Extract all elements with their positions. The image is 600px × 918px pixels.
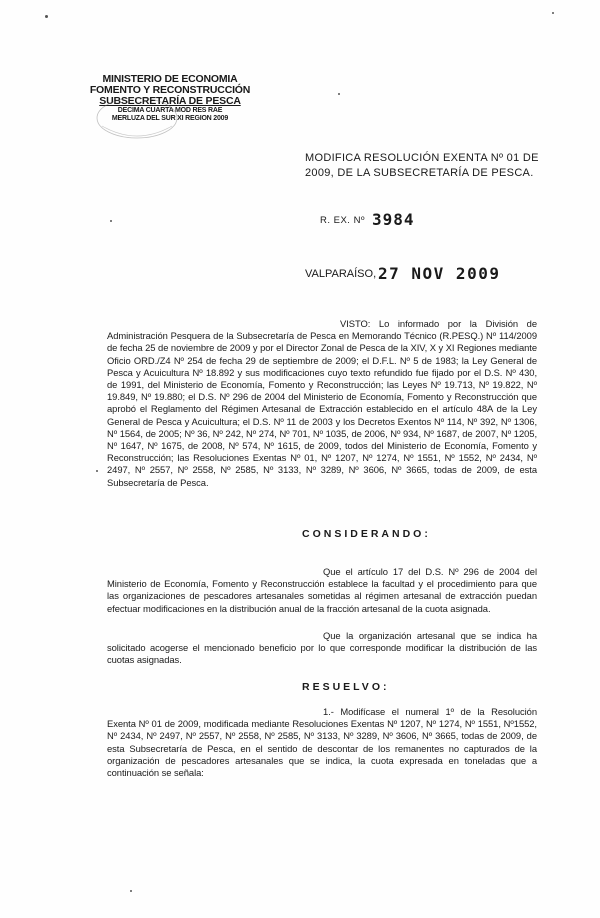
letterhead-reference-1: DECIMA CUARTA MOD RES RAE [117,107,223,114]
scan-speck [552,12,554,14]
scan-speck [96,470,98,472]
considerando-paragraph-1: Que el artículo 17 del D.S. Nº 296 de 2004 del Ministerio de Economía, Fomento y Reconstrucción establece la facultad y el procedimiento para que las organizaciones de pescadores artesanales sometidas al régimen artesanal de extracción puedan efectuar modificaciones en la distribución anual de la fracción artesanal de la cuota asignada. [107,566,537,614]
letterhead-ministry: MINISTERIO DE ECONOMIA [102,73,238,85]
scan-speck [130,890,132,892]
letterhead-subsecretaria: SUBSECRETARÍA DE PESCA [99,95,241,107]
visto-text: Lo informado por la División de Administración Pesquera de la Subsecretaría de Pesca en Memorando Técnico (R.PESQ.) Nº 114/2009 de fecha 25 de noviembre de 2009 y por el Director Zonal de Pesca de la XIV, X y XI Regiones mediante Oficio ORD./Z4 Nº 254 de fecha 29 de septiembre de 2009; el D.F.L. Nº 5 de 1983; la Ley General de Pesca y Acuicultura Nº 18.892 y sus modificaciones cuyo texto refundido fue fijado por el D.S. Nº 430, de 1991, del Ministerio de Economía, Fomento y Reconstrucción; las Leyes Nº 19.713, Nº 19.822, Nº 19.849, Nº 19.880; el D.S. Nº 296 de 2004 del Ministerio de Economía, Fomento y Reconstrucción que aprobó el Reglamento del Régimen Artesanal de Extracción establecido en el artículo 48A de la Ley General de Pesca y Acuicultura; el D.S. Nº 11 de 2003 y los Decretos Exentos Nº 114, Nº 392, Nº 1306, Nº 1564, de 2005; Nº 36, Nº 242, Nº 274, Nº 701, Nº 1035, de 2006, Nº 934, Nº 1687, de 2007, Nº 1205, Nº 1647, Nº 1675, de 2008, Nº 574, Nº 1615, de 2009, todos del Ministerio de Economía, Fomento y Reconstrucción; las Resoluciones Exentas Nº 01, Nº 1207, Nº 1274, Nº 1551, Nº 1552, Nº 2434, Nº 2497, Nº 2557, Nº 2558, Nº 2585, Nº 3133, Nº 3289, Nº 3606, Nº 3665, todas de 2009, de esta Subsecretaría de Pesca. [107,318,537,488]
scan-speck [45,15,48,18]
letterhead-reference-2: MERLUZA DEL SUR XI REGION 2009 [111,115,229,122]
considerando-paragraph-2: Que la organización artesanal que se indica ha solicitado acogerse el mencionado beneficio por lo que corresponde modificar la distribución de las cuotas asignadas. [107,630,537,666]
resuelvo-heading: RESUELVO: [302,681,390,693]
date-stamp: 27 NOV 2009 [378,264,501,283]
scan-speck [338,93,340,95]
resolution-label: R. EX. Nº [320,215,365,226]
city: VALPARAÍSO, [305,268,377,280]
considerando-heading: CONSIDERANDO: [302,528,431,540]
scan-speck [110,220,112,222]
resuelvo-paragraph-1: 1.- Modifícase el numeral 1º de la Resolución Exenta Nº 01 de 2009, modificada mediante Resoluciones Exentas Nº 1207, Nº 1274, Nº 1551, Nº1552, Nº 2434, Nº 2497, Nº 2557, Nº 2558, Nº 2585, Nº 3133, Nº 3289, Nº 3606, Nº 3665, todas de 2009, de esta Subsecretaría de Pesca, en el sentido de descontar de los remanentes no capturados de la organización de pescadores artesanales que se indica, la cuota expresada en toneladas que a continuación se señala: [107,706,537,779]
seal-stamp [92,96,182,148]
visto-label: VISTO: [340,318,371,329]
resolution-number: 3984 [372,210,415,229]
visto-paragraph [107,318,537,489]
document-title: MODIFICA RESOLUCIÓN EXENTA Nº 01 DE 2009, DE LA SUBSECRETARÍA DE PESCA. [305,152,539,179]
letterhead-ministry-2: FOMENTO Y RECONSTRUCCIÓN [89,84,251,96]
